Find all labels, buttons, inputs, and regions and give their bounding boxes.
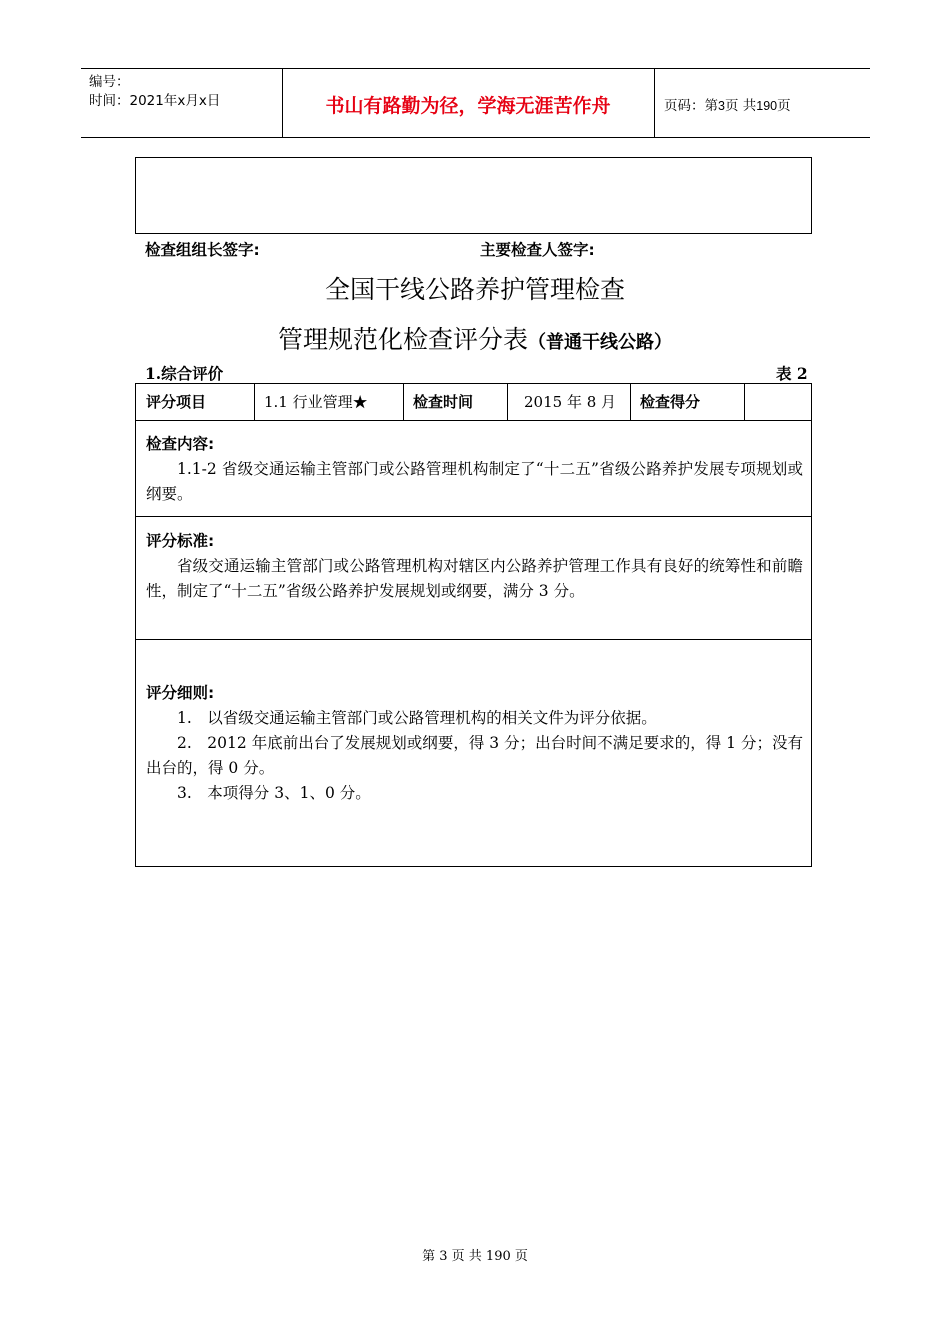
header-meta	[89, 73, 220, 111]
score-label: 检查得分	[640, 393, 701, 411]
subtitle-main: 管理规范化检查评分表	[277, 325, 528, 354]
leader-signature-label: 检查组组长签字:	[145, 241, 260, 259]
time-value: 2015 年 8 月	[524, 393, 617, 411]
cell-divider	[403, 384, 404, 420]
table-header-row	[136, 384, 811, 421]
content-text: 1.1-2 省级交通运输主管部门或公路管理机构制定了“十二五”省级公路养护发展专项规划或纲要。	[146, 460, 803, 503]
row-divider	[136, 516, 811, 517]
date-label: 时间：2021年x月x日	[89, 93, 221, 109]
cell-divider	[507, 384, 508, 420]
content-block	[146, 432, 803, 507]
document-subtitle	[0, 320, 950, 356]
detail-item: 2. 2012 年底前出台了发展规划或纲要，得 3 分；出台时间不满足要求的，得 1 分；没有出台的，得 0 分。	[146, 734, 803, 777]
page-mid: 页 共	[724, 98, 757, 114]
cell-divider	[744, 384, 745, 420]
section-heading: 1.综合评价	[145, 364, 224, 383]
item-label: 评分项目	[146, 393, 207, 411]
item-value: 1.1 行业管理★	[264, 393, 368, 411]
page-current: 3	[718, 99, 725, 113]
header-divider	[654, 69, 655, 137]
detail-block	[146, 681, 803, 806]
cell-divider	[254, 384, 255, 420]
inspector-signature-label: 主要检查人签字:	[480, 241, 595, 259]
detail-item: 3. 本项得分 3、1、0 分。	[177, 784, 371, 802]
time-label: 检查时间	[413, 393, 474, 411]
empty-signature-box	[135, 157, 812, 234]
page-footer: 第 3 页 共 190 页	[422, 1249, 528, 1264]
scoring-table	[135, 383, 812, 867]
content-label: 检查内容:	[146, 435, 215, 453]
document-header	[81, 68, 870, 138]
table-number: 表 2	[776, 364, 808, 383]
page-total: 190	[756, 99, 778, 113]
standard-label: 评分标准:	[146, 532, 215, 550]
cell-divider	[630, 384, 631, 420]
subtitle-qualifier: （普通干线公路）	[528, 332, 672, 353]
page-prefix: 页码：第	[664, 98, 718, 114]
detail-item: 1. 以省级交通运输主管部门或公路管理机构的相关文件为评分依据。	[177, 709, 657, 727]
document-title: 全国干线公路养护管理检查	[324, 275, 625, 304]
number-label: 编号：	[89, 74, 130, 90]
header-motto: 书山有路勤为径，学海无涯苦作舟	[325, 95, 611, 117]
header-page-number	[664, 94, 791, 114]
detail-label: 评分细则:	[146, 684, 215, 702]
page-suffix: 页	[777, 98, 791, 114]
row-divider	[136, 639, 811, 640]
standard-text: 省级交通运输主管部门或公路管理机构对辖区内公路养护管理工作具有良好的统筹性和前瞻性，制定了“十二五”省级公路养护发展规划或纲要，满分 3 分。	[146, 557, 803, 600]
standard-block	[146, 529, 803, 604]
